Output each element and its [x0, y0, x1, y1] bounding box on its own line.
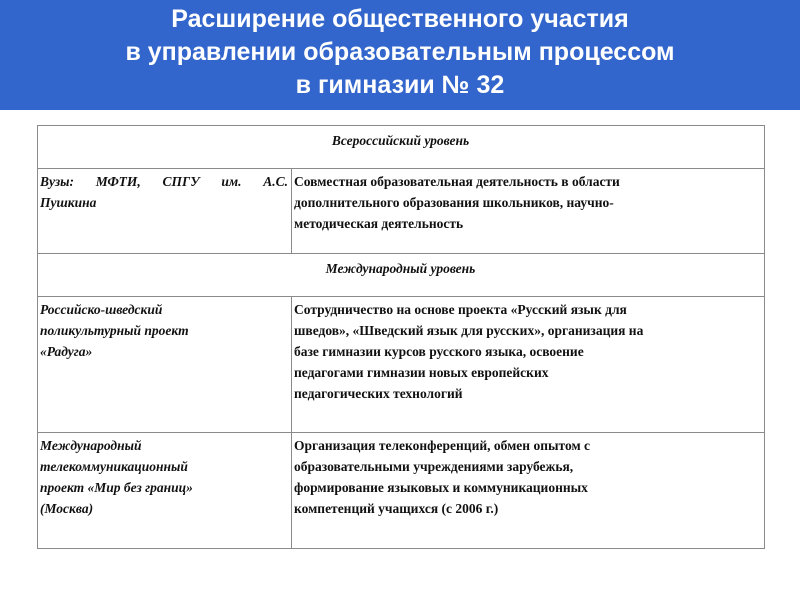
table-row: [38, 297, 765, 433]
partner-line: Вузы: МФТИ, СПГУ им. А.С.: [40, 174, 288, 189]
partner-cell: [38, 297, 292, 433]
activity-line: дополнительного образования школьников, научно-: [294, 195, 614, 210]
activity-cell: [292, 433, 765, 549]
partner-cell: [38, 433, 292, 549]
table-row: [38, 433, 765, 549]
partner-line: (Москва): [40, 501, 94, 516]
activity-line: базе гимназии курсов русского языка, освоение: [294, 344, 584, 359]
activity-cell: [292, 169, 765, 254]
section-row-international: [38, 254, 765, 297]
partner-line: проект «Мир без границ»: [40, 480, 193, 495]
participation-table: [37, 125, 765, 549]
activity-line: педагогических технологий: [294, 386, 463, 401]
section-header-international: Международный уровень: [38, 254, 765, 297]
partner-line: телекоммуникационный: [40, 459, 188, 474]
slide-title: [0, 3, 800, 102]
activity-line: методическая деятельность: [294, 216, 464, 231]
activity-cell: [292, 297, 765, 433]
title-line: Расширение общественного участия: [171, 5, 629, 33]
title-line: в управлении образовательным процессом: [125, 38, 675, 66]
partner-line: Международный: [40, 438, 142, 453]
partner-line: поликультурный проект: [40, 323, 189, 338]
title-line: в гимназии № 32: [295, 71, 505, 99]
activity-line: Сотрудничество на основе проекта «Русский язык для: [294, 302, 627, 317]
activity-line: педагогами гимназии новых европейских: [294, 365, 549, 380]
section-row-russia: [38, 126, 765, 169]
activity-line: образовательными учреждениями зарубежья,: [294, 459, 574, 474]
activity-line: шведов», «Шведский язык для русских», организация на: [294, 323, 644, 338]
section-header-russia: Всероссийский уровень: [38, 126, 765, 169]
activity-line: компетенций учащихся (с 2006 г.): [294, 501, 499, 516]
activity-line: формирование языковых и коммуникационных: [294, 480, 588, 495]
activity-line: Организация телеконференций, обмен опытом с: [294, 438, 591, 453]
partner-cell: [38, 169, 292, 254]
title-banner: [0, 0, 800, 110]
activity-line: Совместная образовательная деятельность в области: [294, 174, 620, 189]
table-row: [38, 169, 765, 254]
partner-line: Российско-шведский: [40, 302, 163, 317]
partner-line: «Радуга»: [40, 344, 93, 359]
partner-line: Пушкина: [40, 195, 97, 210]
